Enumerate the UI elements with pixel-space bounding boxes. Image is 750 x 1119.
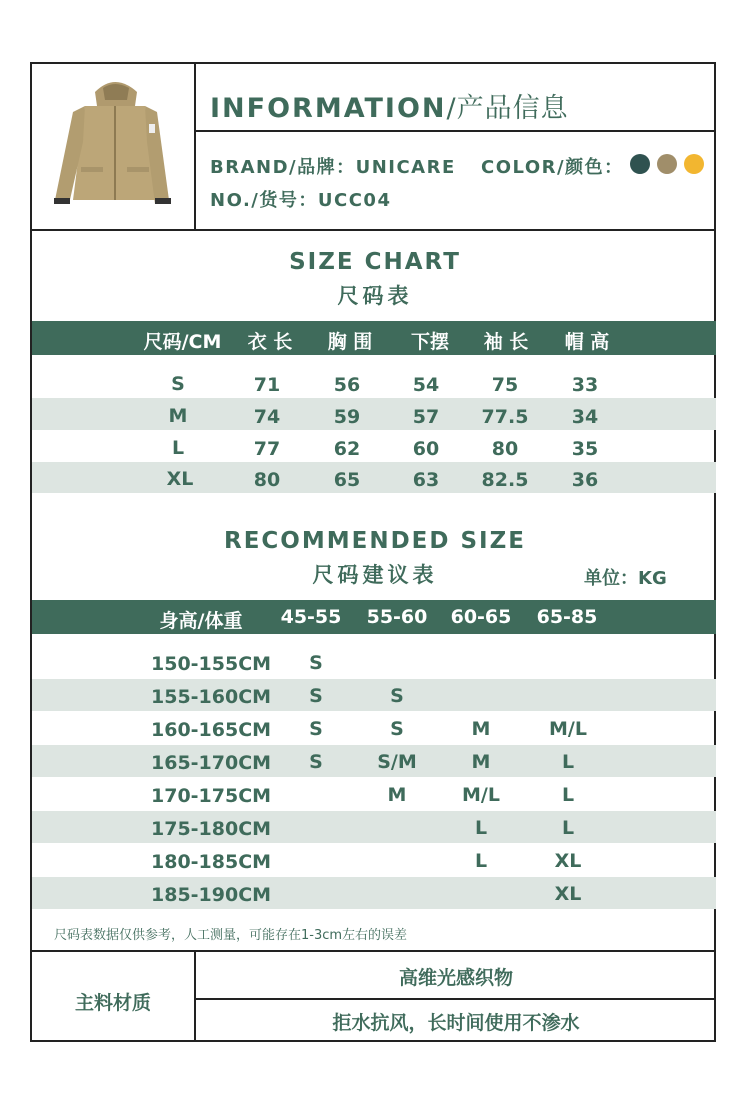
table-cell: XL: [166, 468, 194, 490]
table-cell: 36: [571, 469, 599, 491]
rec-row-stripe-2: [32, 679, 716, 711]
table-cell: S: [309, 751, 323, 773]
table-cell: M: [168, 405, 188, 427]
brand-text: BRAND/品牌：UNICARE: [210, 157, 456, 178]
size-chart-title-cn: 尺码表: [337, 284, 413, 308]
table-cell: S: [309, 685, 323, 707]
table-cell: 33: [571, 374, 599, 396]
table-cell: L: [474, 817, 488, 839]
rec-header-65-85: 65-85: [536, 606, 598, 628]
recommended-title-cn: 尺码建议表: [312, 563, 438, 587]
table-cell: 185-190CM: [151, 884, 272, 906]
table-cell: M/L: [549, 718, 587, 740]
table-cell: 77: [253, 438, 281, 460]
table-cell: S/M: [377, 751, 417, 773]
table-cell: S: [390, 685, 404, 707]
info-title-en: INFORMATION: [210, 93, 447, 124]
table-cell: XL: [554, 850, 582, 872]
table-cell: 62: [333, 438, 361, 460]
header-bottom-line: [30, 229, 716, 231]
color-swatch-khaki: [657, 154, 677, 174]
table-cell: 54: [412, 374, 440, 396]
table-cell: 150-155CM: [151, 653, 272, 675]
table-cell: S: [309, 718, 323, 740]
table-cell: 82.5: [481, 469, 529, 491]
size-header-hem: 下摆: [410, 331, 449, 353]
product-image: [45, 72, 185, 217]
material-label: 主料材质: [74, 992, 151, 1014]
rec-row-stripe-8: [32, 877, 716, 909]
table-cell: M: [471, 718, 491, 740]
table-cell: M: [471, 751, 491, 773]
table-cell: 60: [412, 438, 440, 460]
rec-header-height-weight: 身高/体重: [159, 610, 243, 632]
header-divider-horizontal: [194, 130, 716, 132]
rec-row-stripe-4: [32, 745, 716, 777]
table-cell: 57: [412, 406, 440, 428]
size-header-length: 衣 长: [247, 331, 293, 353]
recommended-title-en: RECOMMENDED SIZE: [223, 528, 526, 554]
size-header-size: 尺码/CM: [143, 331, 222, 353]
table-cell: M/L: [462, 784, 500, 806]
table-cell: 77.5: [481, 406, 529, 428]
table-cell: 63: [412, 469, 440, 491]
table-cell: 65: [333, 469, 361, 491]
table-cell: 170-175CM: [151, 785, 272, 807]
table-cell: 59: [333, 406, 361, 428]
table-cell: 71: [253, 374, 281, 396]
material-line2: 拒水抗风，长时间使用不渗水: [332, 1012, 580, 1034]
size-row-stripe-xl: [32, 462, 716, 493]
table-cell: S: [171, 373, 185, 395]
rec-header-55-60: 55-60: [366, 606, 428, 628]
table-cell: S: [390, 718, 404, 740]
size-header-chest: 胸 围: [327, 331, 373, 353]
khaki-jacket-illustration: [45, 72, 185, 217]
color-swatch-yellow: [684, 154, 704, 174]
color-swatch-dark-teal: [630, 154, 650, 174]
table-cell: 80: [253, 469, 281, 491]
size-header-hood: 帽 高: [564, 331, 610, 353]
disclaimer-note: 尺码表数据仅供参考，人工测量，可能存在1-3cm左右的误差: [54, 928, 408, 943]
table-cell: L: [561, 817, 575, 839]
material-divider-horizontal: [194, 998, 716, 1000]
rec-header-60-65: 60-65: [450, 606, 512, 628]
size-row-stripe-m: [32, 398, 716, 430]
table-cell: 56: [333, 374, 361, 396]
table-cell: 160-165CM: [151, 719, 272, 741]
table-cell: 155-160CM: [151, 686, 272, 708]
table-cell: 35: [571, 438, 599, 460]
table-cell: M: [387, 784, 407, 806]
table-cell: 165-170CM: [151, 752, 272, 774]
table-cell: L: [561, 751, 575, 773]
rec-row-stripe-6: [32, 811, 716, 843]
size-chart-title-en: SIZE CHART: [289, 249, 461, 275]
table-cell: L: [561, 784, 575, 806]
material-line1: 高维光感织物: [398, 967, 513, 989]
product-number: NO./货号：UCC04: [210, 190, 392, 211]
table-cell: 175-180CM: [151, 818, 272, 840]
table-cell: L: [474, 850, 488, 872]
table-cell: 75: [491, 374, 519, 396]
rec-header-45-55: 45-55: [280, 606, 342, 628]
material-top-line: [30, 950, 716, 952]
color-label: COLOR/颜色：: [481, 157, 624, 178]
header-divider-vertical: [194, 62, 196, 230]
table-cell: 74: [253, 406, 281, 428]
size-header-sleeve: 袖 长: [483, 331, 529, 353]
table-cell: 34: [571, 406, 599, 428]
info-title: [210, 86, 569, 125]
table-cell: S: [309, 652, 323, 674]
unit-label: 单位：KG: [584, 568, 667, 589]
table-cell: 180-185CM: [151, 851, 272, 873]
table-cell: L: [171, 437, 185, 459]
table-cell: XL: [554, 883, 582, 905]
info-title-cn: /产品信息: [446, 93, 569, 124]
table-cell: 80: [491, 438, 519, 460]
